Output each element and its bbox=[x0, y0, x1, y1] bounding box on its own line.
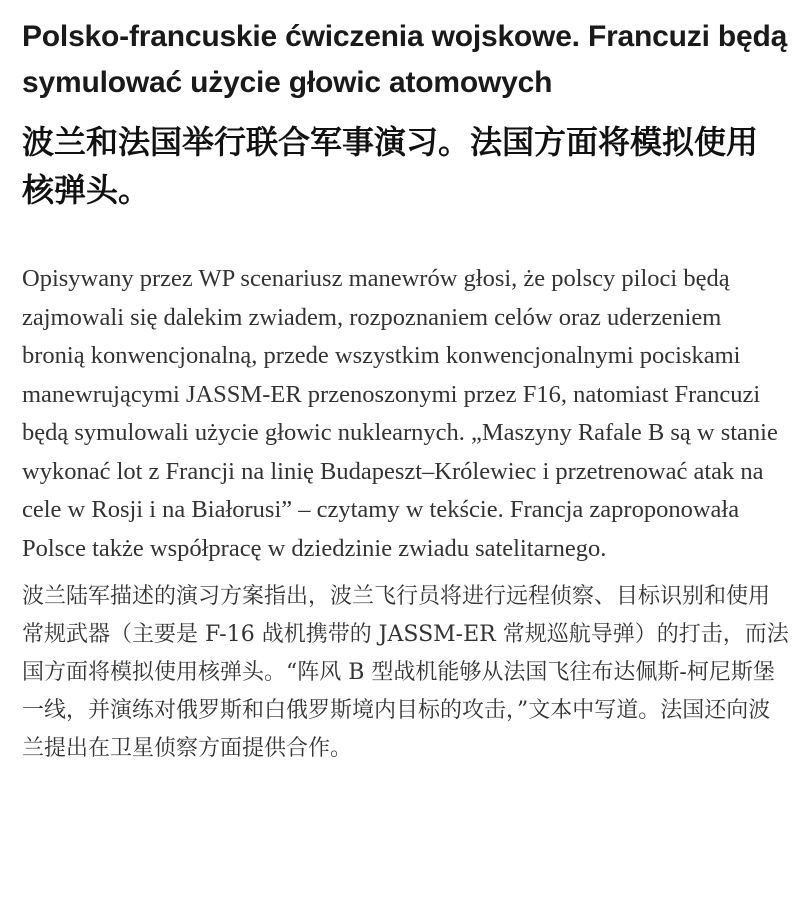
article-title-chinese: 波兰和法国举行联合军事演习。法国方面将模拟使用核弹头。 bbox=[22, 123, 759, 209]
article-paragraph-polish: Opisywany przez WP scenariusz manewrów głosi, że polscy piloci będą zajmowali się dalekim zwiadem, rozpoznaniem celów oraz uderzeniem bronią konwencjonalną, przede wszystkim konwencjonalnymi pociskami manewrującymi JASSM-ER przenoszonymi przez F16, natomiast Francuzi będą symulowali użycie głowic nuklearnych. „Maszyny Rafale B są w stanie wykonać lot z Francji na linię Budapeszt–Królewiec i przetrenować atak na cele w Rosji i na Białorusi” – czytamy w tekście. Francja zaproponowała Polsce także współpracę w dziedzinie zwiadu satelitarnego. bbox=[22, 265, 778, 562]
article-paragraph-chinese: 波兰陆军描述的演习方案指出，波兰飞行员将进行远程侦察、目标识别和使用常规武器（主要是 F-16 战机携带的 JASSM-ER 常规巡航导弹）的打击，而法国方面将模拟使用核弹头。“阵风 B 型战机能够从法国飞往布达佩斯-柯尼斯堡一线，并演练对俄罗斯和白俄罗斯境内目标的攻击，”文本中写道。法国还向波兰提出在卫星侦察方面提供合作。 bbox=[22, 584, 789, 761]
article-title-polish: Polsko-francuskie ćwiczenia wojskowe. Francuzi będą symulować użycie głowic atomowych bbox=[22, 20, 788, 99]
